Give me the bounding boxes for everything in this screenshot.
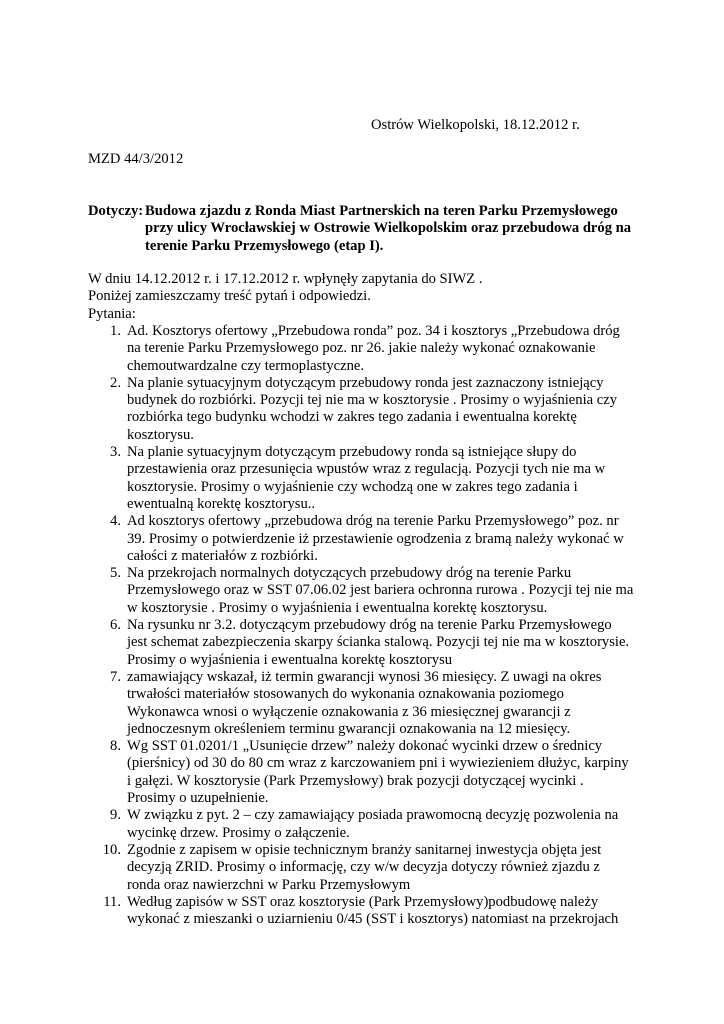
question-line: w kosztorysie . Prosimy o wyjaśnienia i ewentualna korektę kosztorysu. (127, 599, 548, 616)
question-line: 39. Prosimy o potwierdzenie iż przestawienie ogrodzenia z bramą należy wykonać w (127, 530, 624, 547)
question-item (88, 617, 648, 669)
question-item (88, 842, 648, 894)
question-line: jednoczesnym określeniem terminu gwarancji oznakowania na 12 miesięcy. (127, 720, 571, 737)
question-number: 8. (110, 738, 121, 755)
question-line: wycinkę drzew. Prosimy o załączenie. (127, 824, 350, 841)
questions-heading: Pytania: (88, 305, 136, 322)
question-line: Przemysłowego oraz w SST 07.06.02 jest bariera ochronna rurowa . Pozycji tej nie ma (127, 582, 634, 599)
question-line: zamawiający wskazał, iż termin gwarancji wynosi 36 miesięcy. Z uwagi na okres (127, 668, 602, 685)
question-line: Na planie sytuacyjnym dotyczącym przebudowy ronda jest zaznaczony istniejący (127, 374, 604, 391)
question-line: decyzją ZRID. Prosimy o informację, czy w/w decyzja dotyczy również zjazdu z (127, 859, 600, 876)
reference-number: MZD 44/3/2012 (88, 151, 184, 167)
question-line: trwałości materiałów stosowanych do wykonania oznakowania poziomego (127, 686, 564, 703)
question-line: Na przekrojach normalnych dotyczących przebudowy dróg na terenie Parku (127, 565, 572, 582)
subject-text (145, 203, 648, 255)
subject-line: Budowa zjazdu z Ronda Miast Partnerskich na teren Parku Przemysłowego (145, 203, 618, 219)
question-line: rozbiórka tego budynku wchodzi w zakres tego zadania i ewentualna korektę (127, 409, 577, 426)
question-number: 7. (110, 668, 121, 685)
question-number: 3. (110, 444, 121, 461)
subject-block (88, 203, 648, 255)
intro-line: W dniu 14.12.2012 r. i 17.12.2012 r. wpłynęły zapytania do SIWZ . (88, 271, 483, 287)
question-item (88, 323, 648, 375)
question-item (88, 738, 648, 807)
question-number: 2. (110, 374, 121, 391)
question-line: W związku z pyt. 2 – czy zamawiający posiada prawomocną decyzję pozwolenia na (127, 807, 619, 824)
place-date: Ostrów Wielkopolski, 18.12.2012 r. (371, 117, 580, 133)
question-number: 6. (110, 617, 121, 634)
question-line: wykonać z mieszanki o uziarnieniu 0/45 (SST i kosztorys) natomiast na przekrojach (127, 911, 619, 928)
question-item (88, 375, 648, 444)
question-line: Ad. Kosztorys ofertowy „Przebudowa ronda” poz. 34 i kosztorys „Przebudowa dróg (127, 323, 620, 339)
question-line: jest schemat zabezpieczenia skarpy ścianka stalową. Pozycji tej nie ma w kosztorysie. (127, 634, 630, 651)
question-line: przestawienia oraz przesunięcia wpustów wraz z regulacją. Pozycji tych nie ma w (127, 461, 606, 478)
question-item (88, 669, 648, 738)
question-line: Ad kosztorys ofertowy „przebudowa dróg na terenie Parku Przemysłowego” poz. nr (127, 513, 619, 530)
question-line: na terenie Parku Przemysłowego poz. nr 26. jakie należy wykonać oznakowanie (127, 340, 596, 357)
intro-block (88, 271, 648, 323)
question-line: całości z materiałów z rozbiórki. (127, 547, 318, 564)
question-line: ronda oraz nawierzchni w Parku Przemysłowym (127, 876, 411, 893)
question-line: Według zapisów w SST oraz kosztorysie (Park Przemysłowy)podbudowę należy (127, 893, 599, 910)
question-item (88, 894, 648, 929)
question-line: ewentualną korektę kosztorysu.. (127, 495, 316, 512)
subject-line: przy ulicy Wrocławskiej w Ostrowie Wielkopolskim oraz przebudowa dróg na (145, 220, 632, 237)
question-line: Wg SST 01.0201/1 „Usunięcie drzew” należy dokonać wycinki drzew o średnicy (127, 738, 603, 755)
question-line: i gałęzi. W kosztorysie (Park Przemysłowy) brak pozycji dotyczącej wycinki . (127, 772, 584, 789)
question-line: Prosimy o wyjaśnienia i ewentualna korektę kosztorysu (127, 651, 453, 668)
question-line: kosztorysu. (127, 426, 194, 443)
questions-list (88, 323, 648, 928)
question-number: 9. (110, 807, 121, 824)
question-line: Na planie sytuacyjnym dotyczącym przebudowy ronda są istniejące słupy do (127, 444, 577, 461)
question-line: Na rysunku nr 3.2. dotyczącym przebudowy dróg na terenie Parku Przemysłowego (127, 617, 612, 634)
subject-line: terenie Parku Przemysłowego (etap I). (145, 237, 384, 254)
intro-line: Poniżej zamieszczamy treść pytań i odpowiedzi. (88, 288, 371, 305)
question-item (88, 513, 648, 565)
question-item (88, 807, 648, 842)
question-number: 4. (110, 513, 121, 530)
question-line: budynek do rozbiórki. Pozycji tej nie ma w kosztorysie . Prosimy o wyjaśnienia czy (127, 392, 618, 409)
question-line: (pierśnicy) od 30 do 80 cm wraz z karczowaniem pni i wywiezieniem dłużyc, karpiny (127, 755, 629, 772)
question-line: kosztorysie. Prosimy o wyjaśnienie czy wchodzą one w zakres tego zadania i (127, 478, 578, 495)
subject-label: Dotyczy: (88, 203, 144, 219)
question-line: chemoutwardzalne czy termoplastyczne. (127, 357, 365, 374)
question-item (88, 444, 648, 513)
question-line: Prosimy o uzupełnienie. (127, 790, 269, 807)
question-line: Zgodnie z zapisem w opisie technicznym branży sanitarnej inwestycja objęta jest (127, 841, 602, 858)
question-number: 5. (110, 565, 121, 582)
question-number: 11. (103, 893, 121, 910)
question-number: 1. (110, 323, 121, 339)
question-item (88, 565, 648, 617)
question-number: 10. (102, 841, 121, 858)
question-line: Wykonawca wnosi o wyłączenie oznakowania z 36 miesięcznej gwarancji z (127, 703, 571, 720)
